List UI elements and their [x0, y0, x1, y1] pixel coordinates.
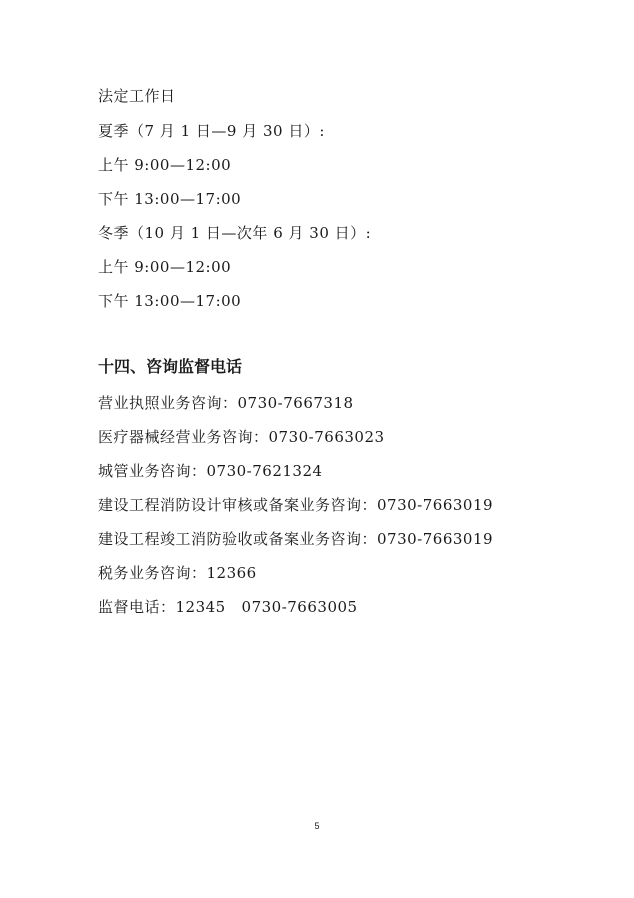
- summer-morning-hours: 上午 9:00—12:00: [98, 156, 232, 174]
- winter-afternoon-hours: 下午 13:00—17:00: [98, 292, 242, 310]
- summer-afternoon-hours: 下午 13:00—17:00: [98, 190, 242, 208]
- section-heading: 十四、咨询监督电话: [98, 357, 243, 376]
- contact-line: 城管业务咨询：0730-7621324: [98, 462, 323, 480]
- contact-line: 营业执照业务咨询：0730-7667318: [98, 394, 354, 412]
- contact-line: 税务业务咨询：12366: [98, 564, 257, 582]
- page-number: 5: [314, 821, 320, 831]
- contact-line: 建设工程竣工消防验收或备案业务咨询：0730-7663019: [98, 530, 494, 548]
- winter-schedule-label: 冬季（10 月 1 日—次年 6 月 30 日）:: [98, 224, 372, 242]
- contact-line: 建设工程消防设计审核或备案业务咨询：0730-7663019: [98, 496, 494, 514]
- supervision-phone-line: 监督电话：12345 0730-7663005: [98, 598, 358, 616]
- summer-schedule-label: 夏季（7 月 1 日—9 月 30 日）:: [98, 122, 325, 140]
- contact-line: 医疗器械经营业务咨询：0730-7663023: [98, 428, 385, 446]
- winter-morning-hours: 上午 9:00—12:00: [98, 258, 232, 276]
- working-days-title: 法定工作日: [98, 87, 176, 105]
